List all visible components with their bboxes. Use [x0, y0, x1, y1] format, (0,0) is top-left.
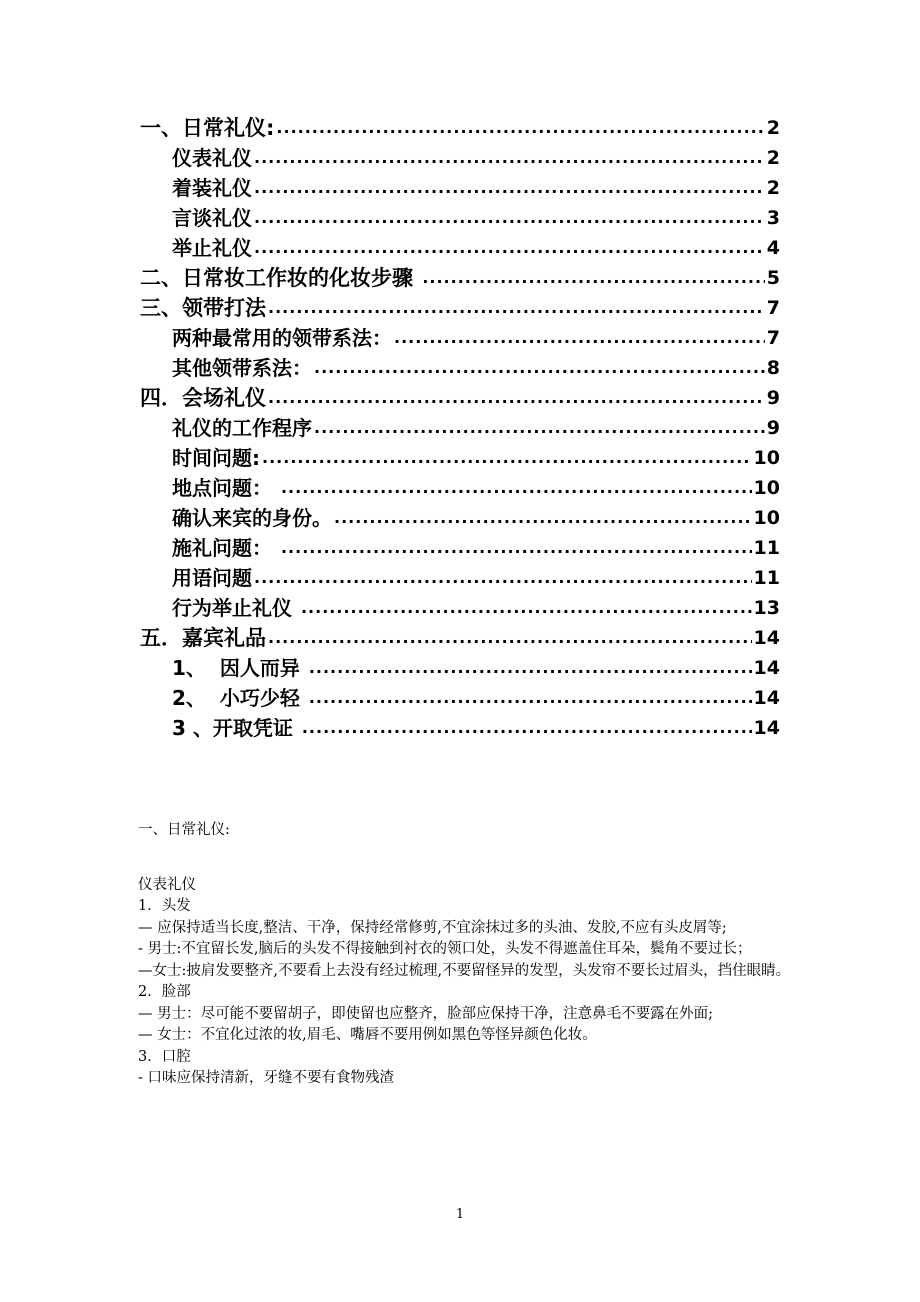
toc-leader-dots: [262, 443, 752, 473]
toc-leader-dots: [254, 143, 765, 173]
toc-entry-page: 9: [766, 417, 780, 439]
body-line: —女士:披肩发要整齐,不要看上去没有经过梳理,不要留怪异的发型，头发帘不要长过眉头，挡住眼睛。: [138, 962, 791, 979]
body-line: - 男士:不宜留长发,脑后的头发不得接触到衬衣的领口处，头发不得遮盖住耳朵，鬓角不要过长；: [138, 941, 752, 957]
toc-entry-label: 2、 小巧少轻: [172, 686, 307, 710]
toc-leader-dots: [422, 263, 764, 293]
body-line: 2．脸部: [138, 984, 191, 1000]
toc-leader-dots: [254, 563, 752, 593]
body-line: 3．口腔: [138, 1048, 191, 1065]
toc-leader-dots: [254, 233, 765, 263]
toc-entry[interactable]: [140, 593, 780, 623]
toc-entry-page: 14: [753, 627, 780, 649]
toc-entry-label: 行为举止礼仪: [172, 596, 299, 620]
toc-entry[interactable]: [140, 563, 780, 593]
toc-entry-page: 4: [766, 237, 780, 259]
toc-entry-label: 一、日常礼仪:: [140, 116, 275, 140]
toc-entry-label: 确认来宾的身份。: [172, 506, 332, 530]
section-heading: 一、日常礼仪:: [138, 822, 230, 838]
toc-entry-page: 10: [753, 507, 780, 529]
toc-entry[interactable]: [140, 443, 780, 473]
toc-leader-dots: [254, 173, 765, 203]
toc-entry-page: 3: [766, 207, 780, 229]
toc-entry[interactable]: [140, 683, 780, 713]
subsection-heading: 仪表礼仪: [138, 876, 196, 893]
toc-entry-label: 三、领带打法: [140, 296, 266, 320]
toc-entry-label: 着装礼仪: [172, 176, 252, 200]
toc-leader-dots: [301, 593, 752, 623]
toc-leader-dots: [314, 353, 765, 383]
toc-leader-dots: [281, 533, 752, 563]
toc-entry[interactable]: [140, 473, 780, 503]
toc-leader-dots: [309, 653, 752, 683]
toc-entry-label: 言谈礼仪: [172, 206, 252, 230]
toc-leader-dots: [268, 293, 765, 323]
toc-entry[interactable]: [140, 323, 780, 353]
toc-leader-dots: [334, 503, 752, 533]
toc-entry-page: 9: [766, 387, 780, 409]
toc-entry-label: 举止礼仪: [172, 236, 252, 260]
page-number: 1: [455, 1207, 465, 1222]
toc-leader-dots: [268, 623, 752, 653]
body-line: — 女士：不宜化过浓的妆,眉毛、嘴唇不要用例如黑色等怪异颜色化妆。: [138, 1027, 597, 1043]
toc-entry[interactable]: [140, 113, 780, 143]
toc-entry-label: 用语问题: [172, 566, 252, 590]
toc-entry[interactable]: [140, 713, 780, 743]
toc-leader-dots: [281, 473, 752, 503]
toc-entry[interactable]: [140, 383, 780, 413]
toc-leader-dots: [254, 203, 765, 233]
toc-entry-page: 10: [753, 477, 780, 499]
toc-entry-page: 7: [766, 297, 780, 319]
toc-entry-page: 14: [753, 687, 780, 709]
toc-entry[interactable]: [140, 143, 780, 173]
toc-leader-dots: [314, 413, 765, 443]
toc-entry-label: 3 、开取凭证: [172, 716, 300, 740]
toc-entry[interactable]: [140, 533, 780, 563]
toc-entry[interactable]: [140, 293, 780, 323]
toc-entry[interactable]: [140, 173, 780, 203]
toc-leader-dots: [276, 113, 764, 143]
toc-leader-dots: [268, 383, 765, 413]
toc-entry[interactable]: [140, 653, 780, 683]
toc-entry-page: 11: [753, 567, 780, 589]
toc-leader-dots: [309, 683, 752, 713]
body-line: - 口味应保持清新，牙缝不要有食物残渣: [138, 1070, 395, 1086]
toc-entry-label: 1、 因人而异: [172, 656, 307, 680]
toc-entry-label: 其他领带系法：: [172, 356, 312, 380]
toc-entry-page: 14: [753, 657, 780, 679]
toc-entry-page: 14: [753, 717, 780, 739]
toc-entry-label: 地点问题：: [172, 476, 279, 500]
toc-entry-page: 7: [766, 327, 780, 349]
toc-entry-page: 10: [753, 447, 780, 469]
toc-entry[interactable]: [140, 503, 780, 533]
toc-entry-page: 2: [766, 117, 780, 139]
toc-entry-page: 2: [766, 177, 780, 199]
toc-entry-label: 四．会场礼仪: [140, 386, 266, 410]
toc-entry-label: 二、日常妆工作妆的化妆步骤: [140, 266, 421, 290]
toc-entry-label: 两种最常用的领带系法：: [172, 326, 392, 350]
toc-entry[interactable]: [140, 263, 780, 293]
toc-entry-page: 2: [766, 147, 780, 169]
toc-entry-page: 5: [766, 267, 780, 289]
toc-entry-label: 仪表礼仪: [172, 146, 252, 170]
table-of-contents: [140, 113, 780, 743]
toc-entry-label: 施礼问题：: [172, 536, 279, 560]
document-body: [138, 820, 798, 1090]
toc-leader-dots: [394, 323, 765, 353]
toc-entry[interactable]: [140, 233, 780, 263]
toc-entry-page: 13: [753, 597, 780, 619]
body-line: — 应保持适当长度,整洁、干净，保持经常修剪,不宜涂抹过多的头油、发胶,不应有头皮屑等;: [138, 919, 727, 936]
toc-entry-label: 礼仪的工作程序: [172, 416, 312, 440]
toc-entry-page: 8: [766, 357, 780, 379]
toc-entry-page: 11: [753, 537, 780, 559]
toc-leader-dots: [302, 713, 752, 743]
toc-entry[interactable]: [140, 623, 780, 653]
body-line: 1．头发: [138, 898, 191, 914]
toc-entry[interactable]: [140, 413, 780, 443]
toc-entry[interactable]: [140, 353, 780, 383]
toc-entry-label: 时间问题:: [172, 446, 260, 470]
toc-entry[interactable]: [140, 203, 780, 233]
toc-entry-label: 五．嘉宾礼品: [140, 626, 266, 650]
body-line: — 男士：尽可能不要留胡子，即使留也应整齐，脸部应保持干净，注意鼻毛不要露在外面;: [138, 1005, 713, 1022]
